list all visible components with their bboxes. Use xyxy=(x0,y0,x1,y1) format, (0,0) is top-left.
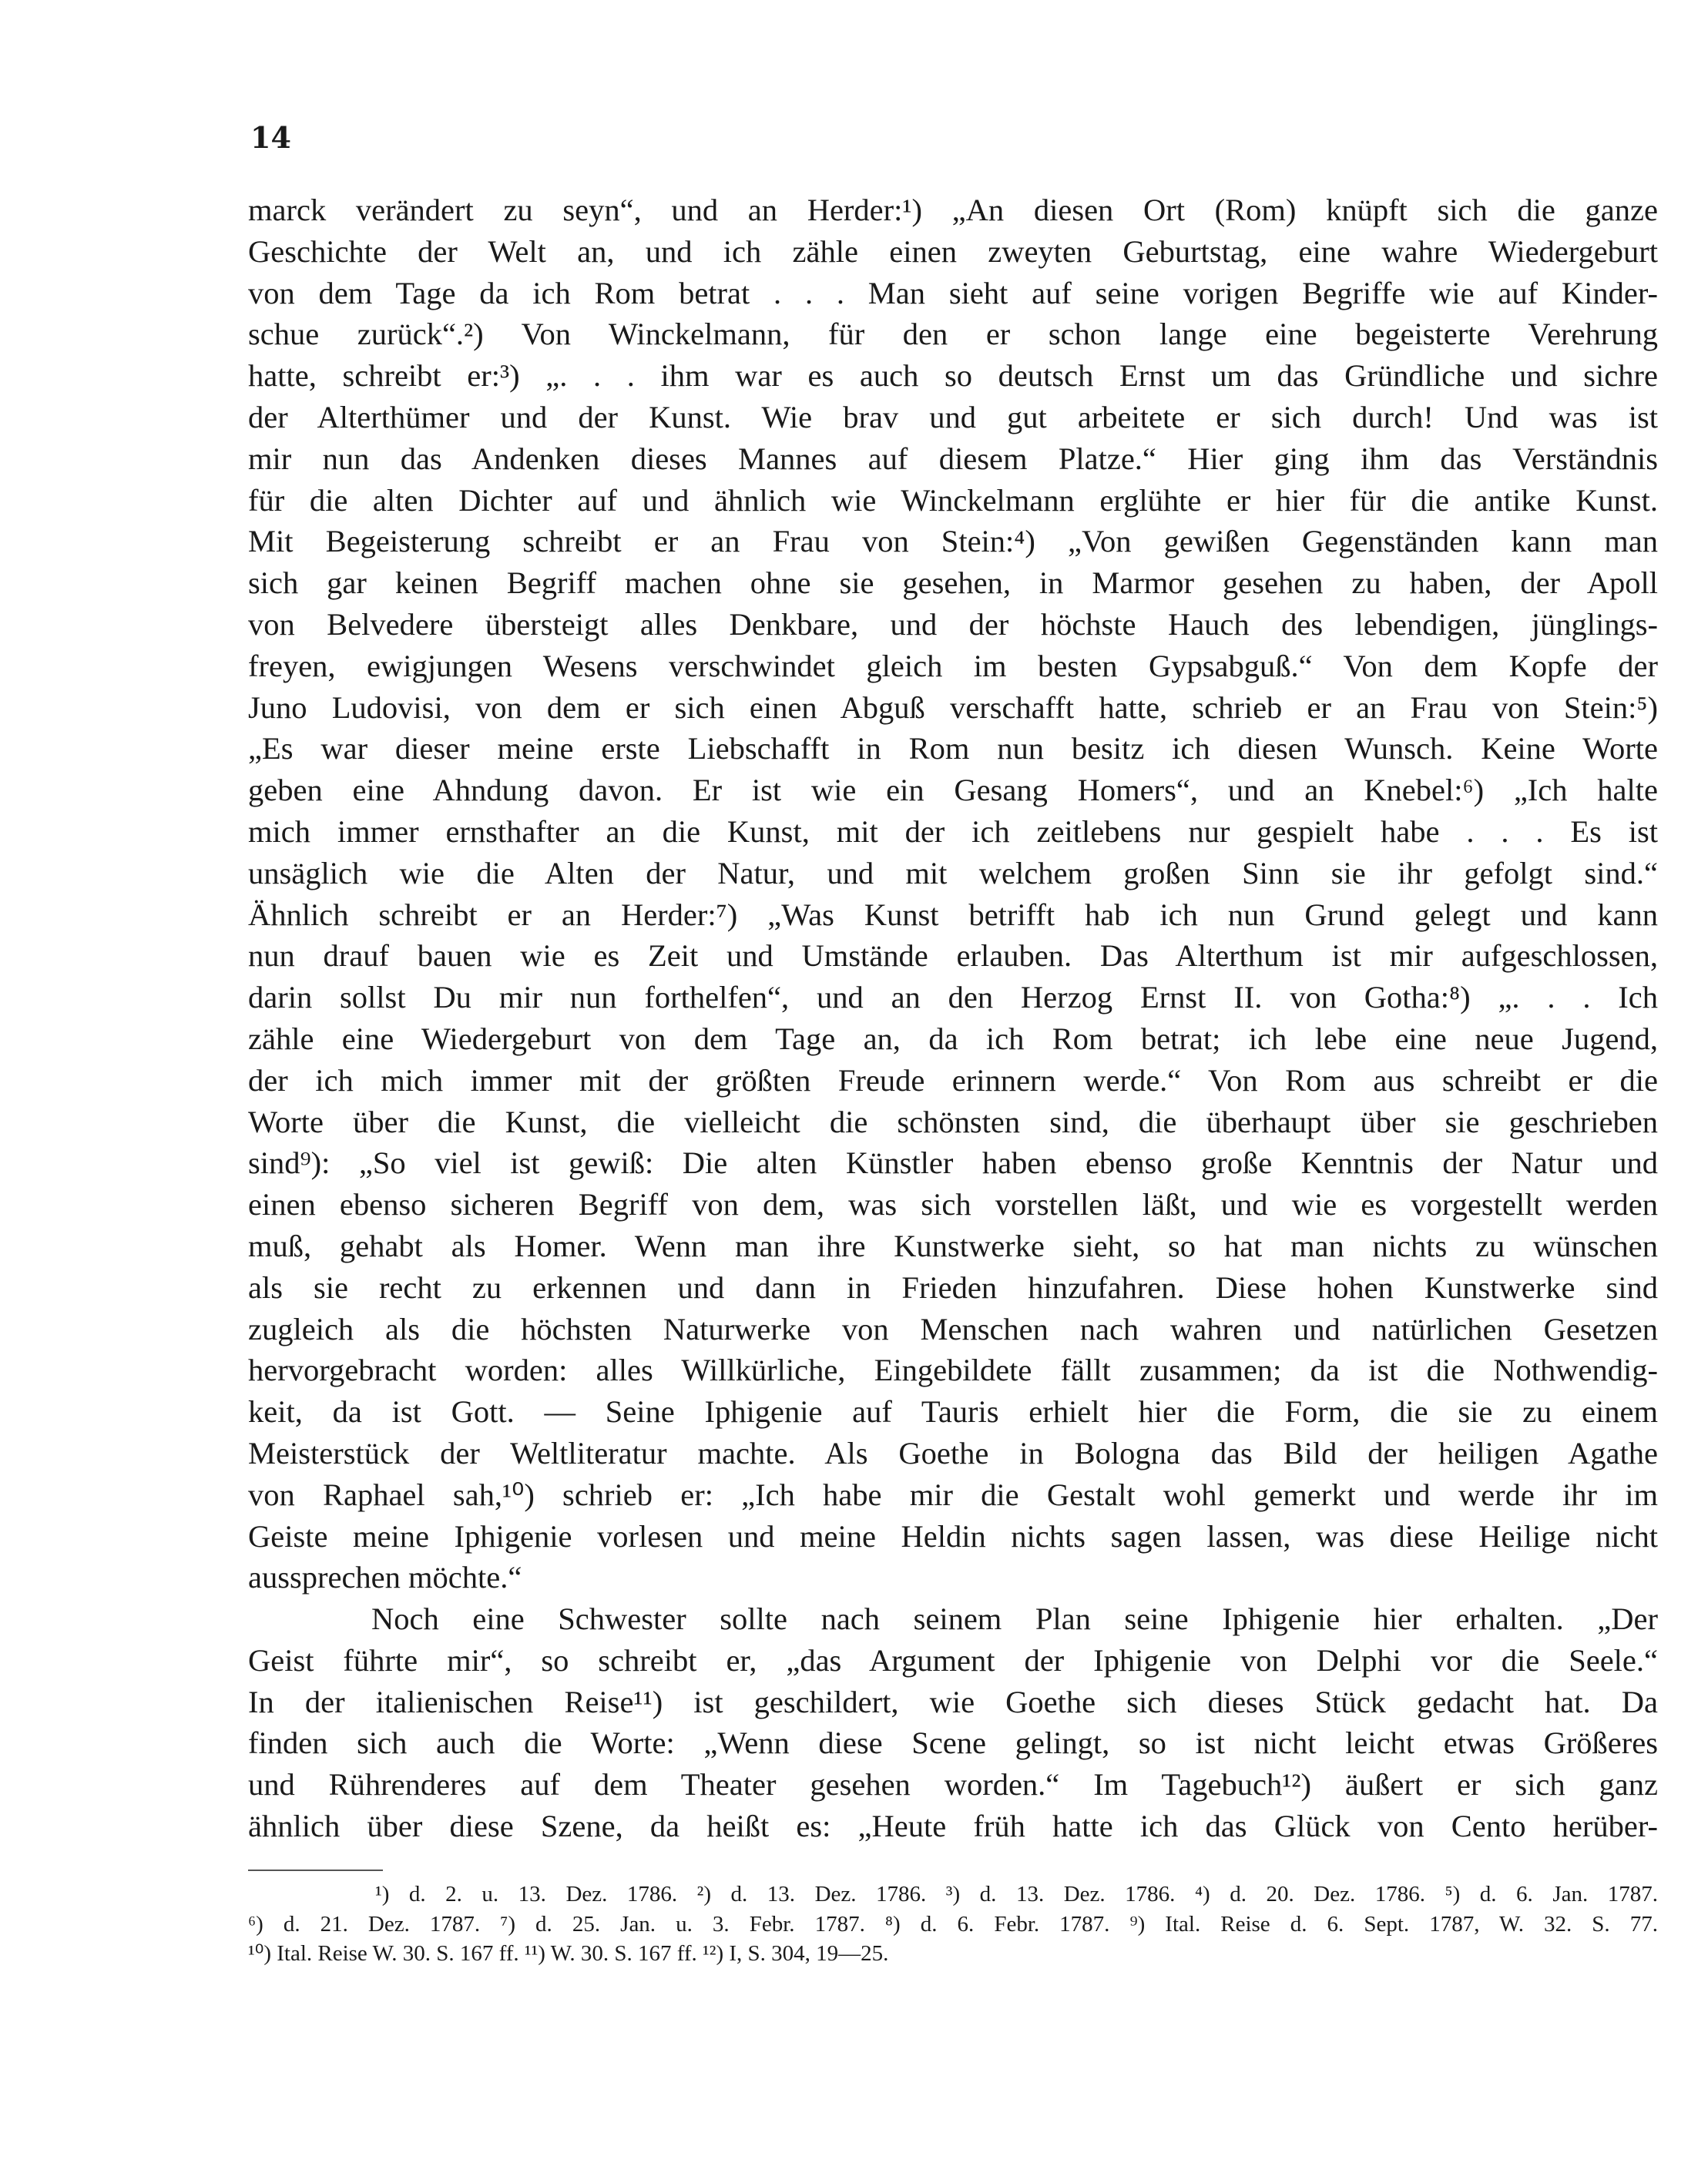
page-number: 14 xyxy=(250,120,291,155)
text-line: als sie recht zu erkennen und dann in Frieden hinzufahren. Diese hohen Kunstwerke sind xyxy=(248,1269,1658,1305)
footnote-line: ¹) d. 2. u. 13. Dez. 1786. ²) d. 13. Dez. 1786. ³) d. 13. Dez. 1786. ⁴) d. 20. Dez. 1786. ⁵) d. 6. Jan. 1787. xyxy=(375,1882,1658,1906)
footnote-divider xyxy=(248,1870,383,1871)
text-line: nun drauf bauen wie es Zeit und Umstände erlauben. Das Alterthum ist mir aufgeschlossen, xyxy=(248,938,1658,974)
text-line: Mit Begeisterung schreibt er an Frau von Stein:⁴) „Von gewißen Gegenständen kann man xyxy=(248,524,1658,559)
text-line: hervorgebracht worden: alles Willkürliche, Eingebildete fällt zusammen; da ist die Nothwendig- xyxy=(248,1353,1658,1388)
text-line: schue zurück“.²) Von Winckelmann, für den er schon lange eine begeisterte Verehrung xyxy=(248,317,1658,352)
text-line: zugleich als die höchsten Naturwerke von Menschen nach wahren und natürlichen Gesetzen xyxy=(248,1311,1658,1346)
text-line: der Alterthümer und der Kunst. Wie brav und gut arbeitete er sich durch! Und was ist xyxy=(248,399,1658,434)
text-line: geben eine Ahndung davon. Er ist wie ein Gesang Homers“, und an Knebel:⁶) „Ich halte xyxy=(248,773,1658,808)
text-line: In der italienischen Reise¹¹) ist geschildert, wie Goethe sich dieses Stück gedacht hat. Da xyxy=(248,1684,1658,1719)
text-line: Meisterstück der Weltliteratur machte. Als Goethe in Bologna das Bild der heiligen Agathe xyxy=(248,1435,1658,1471)
text-line: muß, gehabt als Homer. Wenn man ihre Kunstwerke sieht, so hat man nichts zu wünschen xyxy=(248,1228,1658,1263)
text-line: Geschichte der Welt an, und ich zähle einen zweyten Geburtstag, eine wahre Wiedergeburt xyxy=(248,233,1658,269)
paragraph-end-line: aussprechen möchte.“ xyxy=(248,1560,522,1595)
text-line: und Rührenderes auf dem Theater gesehen worden.“ Im Tagebuch¹²) äußert er sich ganz xyxy=(248,1767,1658,1802)
text-line: einen ebenso sicheren Begriff von dem, was sich vorstellen läßt, und wie es vorgestellt werden xyxy=(248,1187,1658,1222)
text-line: mich immer ernsthafter an die Kunst, mit der ich zeitlebens nur gespielt habe . . . Es ist xyxy=(248,813,1658,849)
paragraph-start-line: Noch eine Schwester sollte nach seinem Plan seine Iphigenie hier erhalten. „Der xyxy=(371,1601,1658,1637)
text-line: freyen, ewigjungen Wesens verschwindet gleich im besten Gypsabguß.“ Von dem Kopfe der xyxy=(248,648,1658,683)
text-line: mir nun das Andenken dieses Mannes auf diesem Platze.“ Hier ging ihm das Verständnis xyxy=(248,441,1658,476)
footnote-line: ¹⁰) Ital. Reise W. 30. S. 167 ff. ¹¹) W. 30. S. 167 ff. ¹²) I, S. 304, 19—25. xyxy=(248,1941,889,1966)
text-line: von Belvedere übersteigt alles Denkbare, und der höchste Hauch des lebendigen, jünglings- xyxy=(248,606,1658,642)
body-text xyxy=(248,189,1658,1847)
text-line: Ähnlich schreibt er an Herder:⁷) „Was Kunst betrifft hab ich nun Grund gelegt und kann xyxy=(248,897,1658,932)
text-line: Juno Ludovisi, von dem er sich einen Abguß verschafft hatte, schrieb er an Frau von Stein:⁵) xyxy=(248,689,1658,725)
text-line: unsäglich wie die Alten der Natur, und mit welchem großen Sinn sie ihr gefolgt sind.“ xyxy=(248,855,1658,890)
text-line: ähnlich über diese Szene, da heißt es: „Heute früh hatte ich das Glück von Cento herüber- xyxy=(248,1809,1658,1844)
text-line: von Raphael sah,¹⁰) schrieb er: „Ich habe mir die Gestalt wohl gemerkt und werde ihr im xyxy=(248,1477,1658,1512)
text-line: darin sollst Du mir nun forthelfen“, und an den Herzog Ernst II. von Gotha:⁸) „. . . Ich xyxy=(248,980,1658,1015)
text-line: sind⁹): „So viel ist gewiß: Die alten Künstler haben ebenso große Kenntnis der Natur und xyxy=(248,1145,1658,1181)
text-line: Worte über die Kunst, die vielleicht die schönsten sind, die überhaupt über sie geschrieben xyxy=(248,1104,1658,1139)
text-line: Geist führte mir“, so schreibt er, „das Argument der Iphigenie von Delphi vor die Seele.“ xyxy=(248,1642,1658,1678)
text-line: für die alten Dichter auf und ähnlich wie Winckelmann erglühte er hier für die antike Kunst. xyxy=(248,482,1658,518)
footnotes xyxy=(248,1880,1658,1969)
text-line: keit, da ist Gott. — Seine Iphigenie auf Tauris erhielt hier die Form, die sie zu einem xyxy=(248,1394,1658,1430)
text-line: von dem Tage da ich Rom betrat . . . Man sieht auf seine vorigen Begriffe wie auf Kinder- xyxy=(248,275,1658,310)
text-line: hatte, schreibt er:³) „. . . ihm war es auch so deutsch Ernst um das Gründliche und sichre xyxy=(248,358,1658,394)
text-line: zähle eine Wiedergeburt von dem Tage an, da ich Rom betrat; ich lebe eine neue Jugend, xyxy=(248,1021,1658,1056)
footnote-line: ⁶) d. 21. Dez. 1787. ⁷) d. 25. Jan. u. 3. Febr. 1787. ⁸) d. 6. Febr. 1787. ⁹) Ital. Reise d. 6. Sept. 1787, W. 32. S. 77. xyxy=(248,1911,1658,1937)
text-line: „Es war dieser meine erste Liebschafft in Rom nun besitz ich diesen Wunsch. Keine Worte xyxy=(248,731,1658,766)
text-line: marck verändert zu seyn“, und an Herder:¹) „An diesen Ort (Rom) knüpft sich die ganze xyxy=(248,193,1658,227)
text-line: sich gar keinen Begriff machen ohne sie gesehen, in Marmor gesehen zu haben, der Apoll xyxy=(248,565,1658,601)
text-line: der ich mich immer mit der größten Freude erinnern werde.“ Von Rom aus schreibt er die xyxy=(248,1062,1658,1098)
text-line: finden sich auch die Worte: „Wenn diese Scene gelingt, so ist nicht leicht etwas Größeres xyxy=(248,1725,1658,1761)
text-line: Geiste meine Iphigenie vorlesen und meine Heldin nichts sagen lassen, was diese Heilige nicht xyxy=(248,1518,1658,1554)
